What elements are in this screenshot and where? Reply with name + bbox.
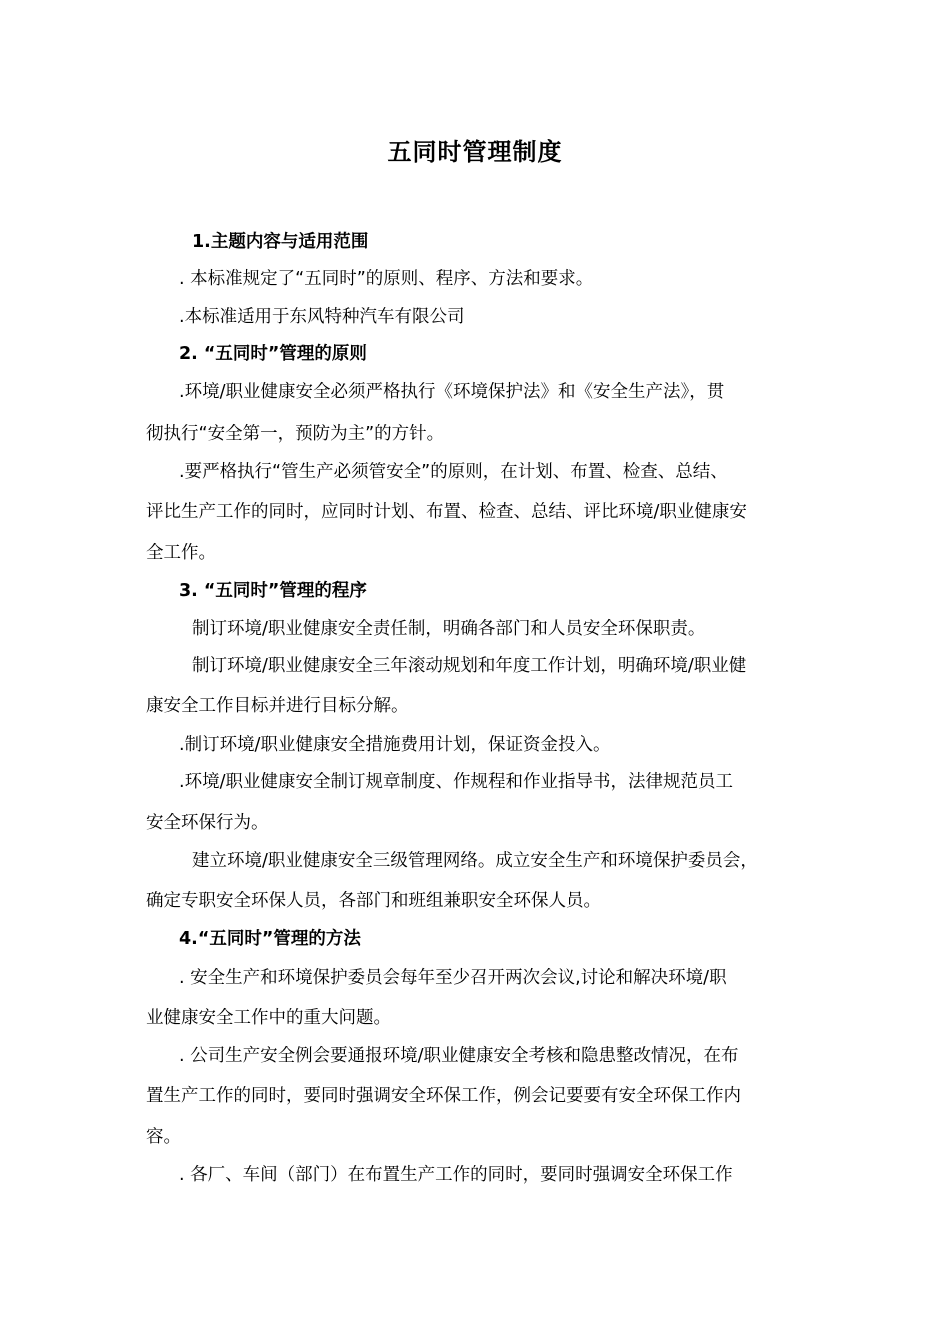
paragraph-line: .环境/职业健康安全制订规章制度、作规程和作业指导书，法律规范员工 xyxy=(179,772,733,792)
paragraph-line: 制订环境/职业健康安全三年滚动规划和年度工作计划，明确环境/职业健 xyxy=(192,656,747,676)
paragraph-line: . 本标准规定了“五同时”的原则、程序、方法和要求。 xyxy=(179,269,594,289)
paragraph-line: 制订环境/职业健康安全责任制，明确各部门和人员安全环保职责。 xyxy=(192,619,706,639)
paragraph-line: 彻执行“安全第一，预防为主”的方针。 xyxy=(146,424,445,444)
section-heading-1: 1.主题内容与适用范围 xyxy=(192,232,369,252)
section-heading-3: 3. “五同时”管理的程序 xyxy=(179,581,367,601)
section-heading-4: 4.“五同时”管理的方法 xyxy=(179,929,361,949)
paragraph-line: .要严格执行“管生产必须管安全”的原则，在计划、布置、检查、总结、 xyxy=(179,462,728,482)
paragraph-line: 确定专职安全环保人员，各部门和班组兼职安全环保人员。 xyxy=(146,891,601,911)
paragraph-line: .本标准适用于东风特种汽车有限公司 xyxy=(179,307,465,327)
paragraph-line: . 公司生产安全例会要通报环境/职业健康安全考核和隐患整改情况，在布 xyxy=(179,1046,739,1066)
paragraph-line: 业健康安全工作中的重大问题。 xyxy=(146,1008,391,1028)
paragraph-line: .环境/职业健康安全必须严格执行《环境保护法》和《安全生产法》，贯 xyxy=(179,382,725,402)
paragraph-line: 置生产工作的同时，要同时强调安全环保工作，例会记要要有安全环保工作内 xyxy=(146,1086,741,1106)
paragraph-line: 全工作。 xyxy=(146,543,216,563)
document-title: 五同时管理制度 xyxy=(387,138,563,166)
paragraph-line: 评比生产工作的同时，应同时计划、布置、检查、总结、评比环境/职业健康安 xyxy=(146,502,747,522)
paragraph-line: 安全环保行为。 xyxy=(146,813,269,833)
paragraph-line: .制订环境/职业健康安全措施费用计划，保证资金投入。 xyxy=(179,735,611,755)
paragraph-line: 康安全工作目标并进行目标分解。 xyxy=(146,696,409,716)
paragraph-line: . 各厂、车间（部门）在布置生产工作的同时，要同时强调安全环保工作 xyxy=(179,1165,733,1185)
paragraph-line: 容。 xyxy=(146,1127,181,1147)
section-heading-2: 2. “五同时”管理的原则 xyxy=(179,344,367,364)
paragraph-line: . 安全生产和环境保护委员会每年至少召开两次会议,讨论和解决环境/职 xyxy=(179,968,727,988)
paragraph-line: 建立环境/职业健康安全三级管理网络。成立安全生产和环境保护委员会， xyxy=(192,851,758,871)
